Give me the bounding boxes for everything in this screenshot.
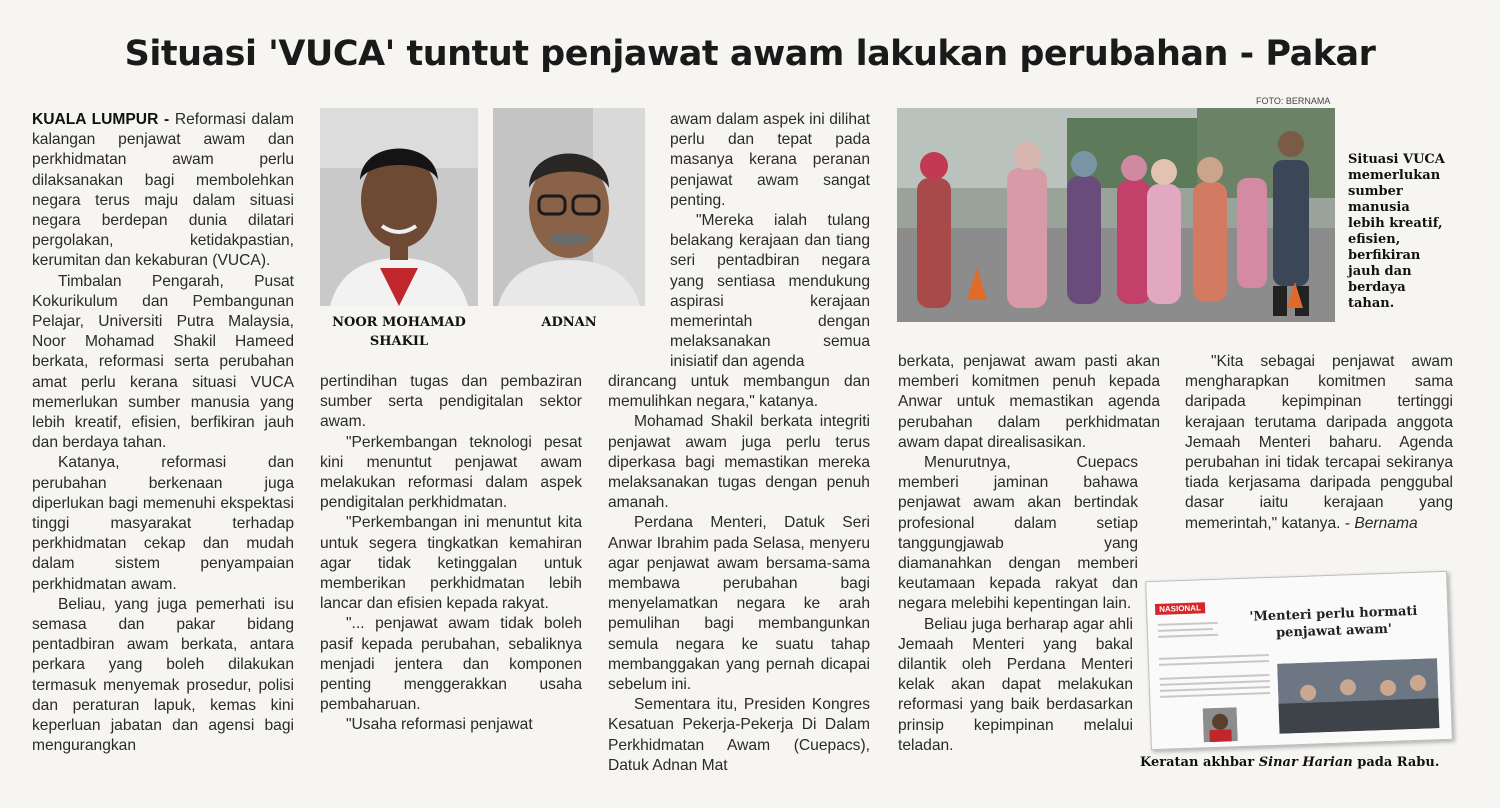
paragraph: "Mereka ialah tulang belakang kerajaan dan tiang seri pentadbiran negara yang sentiasa mendukung aspirasi kerajaan memerintah dengan melaksanakan semua inisiatif dan agenda xyxy=(670,212,870,371)
dateline: KUALA LUMPUR - xyxy=(32,111,170,128)
article-column-2 xyxy=(320,372,582,736)
caption-text: pada Rabu. xyxy=(1357,755,1440,770)
caption-line: berdaya xyxy=(1348,280,1406,295)
caption-line: sumber xyxy=(1348,184,1403,199)
text-line xyxy=(1158,622,1218,626)
paragraph: Mohamad Shakil berkata integriti penjawat awam juga perlu terus diperkasa bagi memastikan mereka melaksanakan tugas dengan penuh amanah. xyxy=(608,413,870,512)
main-photo-civil-servants xyxy=(897,108,1335,322)
newspaper-clipping xyxy=(1145,571,1453,750)
caption-text: Keratan akhbar xyxy=(1140,755,1255,770)
caption-line: manusia xyxy=(1348,200,1410,215)
paragraph: Beliau, yang juga pemerhati isu semasa dan pakar bidang pentadbiran awam berkata, antara perkara yang boleh dilakukan termasuk menyemak prosedur, polisi dan peraturan lapuk, kemas kini keperluan jabatan dan agensi bagi mengurangkan xyxy=(32,595,294,755)
paragraph-text: Reformasi dalam kalangan penjawat awam dan perkhidmatan awam perlu dilaksanakan bagi membolehkan negara terus maju dalam situasi negara berdepan dunia dilatari pergolakan, ketidakpastian, kerumitan dan kekaburan (VUCA). xyxy=(32,111,294,270)
paragraph: awam dalam aspek ini dilihat perlu dan tepat pada masanya kerana peranan penjawat awam sangat penting. xyxy=(670,111,870,209)
paragraph xyxy=(1185,352,1453,534)
source-credit: Bernama xyxy=(1354,514,1418,532)
text-line xyxy=(1160,692,1270,698)
text-line xyxy=(1159,660,1269,666)
paragraph xyxy=(32,110,294,272)
paragraph: "Perkembangan ini menuntut kita untuk segera tingkatkan kemahiran agar tidak ketinggalan untuk memberikan perkhidmatan lebih lancar dan efisien kepada rakyat. xyxy=(320,514,582,613)
portrait-caption-noor xyxy=(320,313,478,351)
main-photo-caption xyxy=(1348,152,1468,312)
text-line xyxy=(1158,628,1213,632)
paragraph: Katanya, reformasi dan perubahan berkenaan juga diperlukan bagi memenuhi ekspektasi tinggi masyarakat terhadap perkhidmatan cekap dan mudah dalam sistem penyampaian perkhidmatan awam. xyxy=(32,454,294,593)
caption-line: NOOR MOHAMAD xyxy=(332,315,466,330)
article-column-5 xyxy=(1185,352,1453,534)
caption-line: lebih kreatif, xyxy=(1348,216,1443,231)
photo-credit: FOTO: BERNAMA xyxy=(1256,96,1331,106)
caption-paper-name: Sinar Harian xyxy=(1258,755,1353,770)
caption-line: SHAKIL xyxy=(369,334,429,349)
portrait-image xyxy=(320,108,478,306)
headline: Situasi 'VUCA' tuntut penjawat awam lakukan perubahan - Pakar xyxy=(124,34,1376,74)
article-column-3-top xyxy=(670,110,870,373)
clipping-photo xyxy=(1277,658,1439,734)
clipping-headline-line: penjawat awam' xyxy=(1275,621,1393,641)
portrait-adnan xyxy=(493,108,645,306)
caption-line: memerlukan xyxy=(1348,168,1441,183)
paragraph: Menurutnya, Cuepacs memberi jaminan bahawa penjawat awam akan bertindak profesional dalam setiap tanggungjawab yang diamanahkan dengan memberi keutamaan kepada rakyat dan negara melebihi kepentingan lain. xyxy=(898,454,1138,613)
section-tag: NASIONAL xyxy=(1155,602,1205,615)
caption-line: efisien, xyxy=(1348,232,1401,247)
paragraph: Perdana Menteri, Datuk Seri Anwar Ibrahim pada Selasa, menyeru agar penjawat awam bersama-sama membawa perubahan bagi menyelamatkan negara ke arah pemulihan bagi membangunkan semula negara ke suatu tahap membanggakan yang pernah dicapai sebelum ini. xyxy=(608,514,870,694)
paragraph: "... penjawat awam tidak boleh pasif kepada perubahan, sebaliknya menjadi jentera dan komponen penting menggerakkan usaha pembaharuan. xyxy=(320,615,582,714)
clipping-caption xyxy=(1140,755,1439,770)
paragraph: "Usaha reformasi penjawat xyxy=(346,716,533,734)
paragraph: Timbalan Pengarah, Pusat Kokurikulum dan Pembangunan Pelajar, Universiti Putra Malaysia, Noor Mohamad Shakil Hameed berkata, reformasi serta perubahan amat perlu kerana situasi VUCA memerlukan sumber manusia yang lebih kreatif, efisien, berfikiran jauh dan berdaya tahan. xyxy=(32,272,294,452)
clipping-headline xyxy=(1233,602,1434,643)
text-line xyxy=(1160,680,1270,686)
text-line xyxy=(1158,634,1218,638)
caption-line: berfikiran xyxy=(1348,248,1421,263)
paragraph: Beliau juga berharap agar ahli Jemaah Menteri yang bakal dilantik oleh Perdana Menteri kelak akan dapat melakukan reformasi yang baik berdasarkan prinsip kepimpinan melalui teladan. xyxy=(898,615,1133,754)
text-line xyxy=(1160,686,1270,692)
paragraph: dirancang untuk membangun dan memulihkan negara," katanya. xyxy=(608,373,870,411)
caption-line: jauh dan xyxy=(1348,264,1412,279)
paragraph: "Perkembangan teknologi pesat kini menuntut penjawat awam melakukan reformasi dalam aspek pendigitalan perkhidmatan. xyxy=(320,433,582,512)
paragraph-text: "Kita sebagai penjawat awam mengharapkan komitmen sama daripada kepimpinan tertinggi kerajaan terutama daripada anggota Jemaah Menteri baharu. Agenda perubahan ini tidak tercapai sekiranya tiada kerjasama daripada penggubal dasar iaitu kerajaan yang memerintah," katanya. - xyxy=(1185,353,1453,532)
portrait-image xyxy=(493,108,645,306)
portrait-noor-mohamad-shakil xyxy=(320,108,478,306)
text-line xyxy=(1159,654,1269,660)
text-line xyxy=(1160,674,1270,680)
article-column-1 xyxy=(32,110,294,757)
article-column-3 xyxy=(608,372,870,776)
main-photo-image xyxy=(897,108,1335,322)
portrait-caption-adnan: ADNAN xyxy=(541,315,597,330)
paragraph: pertindihan tugas dan pembaziran sumber serta pendigitalan sektor awam. xyxy=(320,373,582,431)
paragraph: Sementara itu, Presiden Kongres Kesatuan Pekerja-Pekerja Di Dalam Perkhidmatan Awam (Cuepacs), Datuk Adnan Mat xyxy=(608,696,870,774)
paragraph: berkata, penjawat awam pasti akan memberi komitmen penuh kepada Anwar untuk memastikan agenda perubahan dalam perkhidmatan awam dapat direalisasikan. xyxy=(898,353,1160,451)
caption-line: Situasi VUCA xyxy=(1348,152,1445,167)
clipping-portrait xyxy=(1203,707,1238,742)
caption-line: tahan. xyxy=(1348,296,1395,311)
clipping-headline-line: 'Menteri perlu hormati xyxy=(1249,603,1418,625)
article-column-4 xyxy=(898,352,1160,756)
